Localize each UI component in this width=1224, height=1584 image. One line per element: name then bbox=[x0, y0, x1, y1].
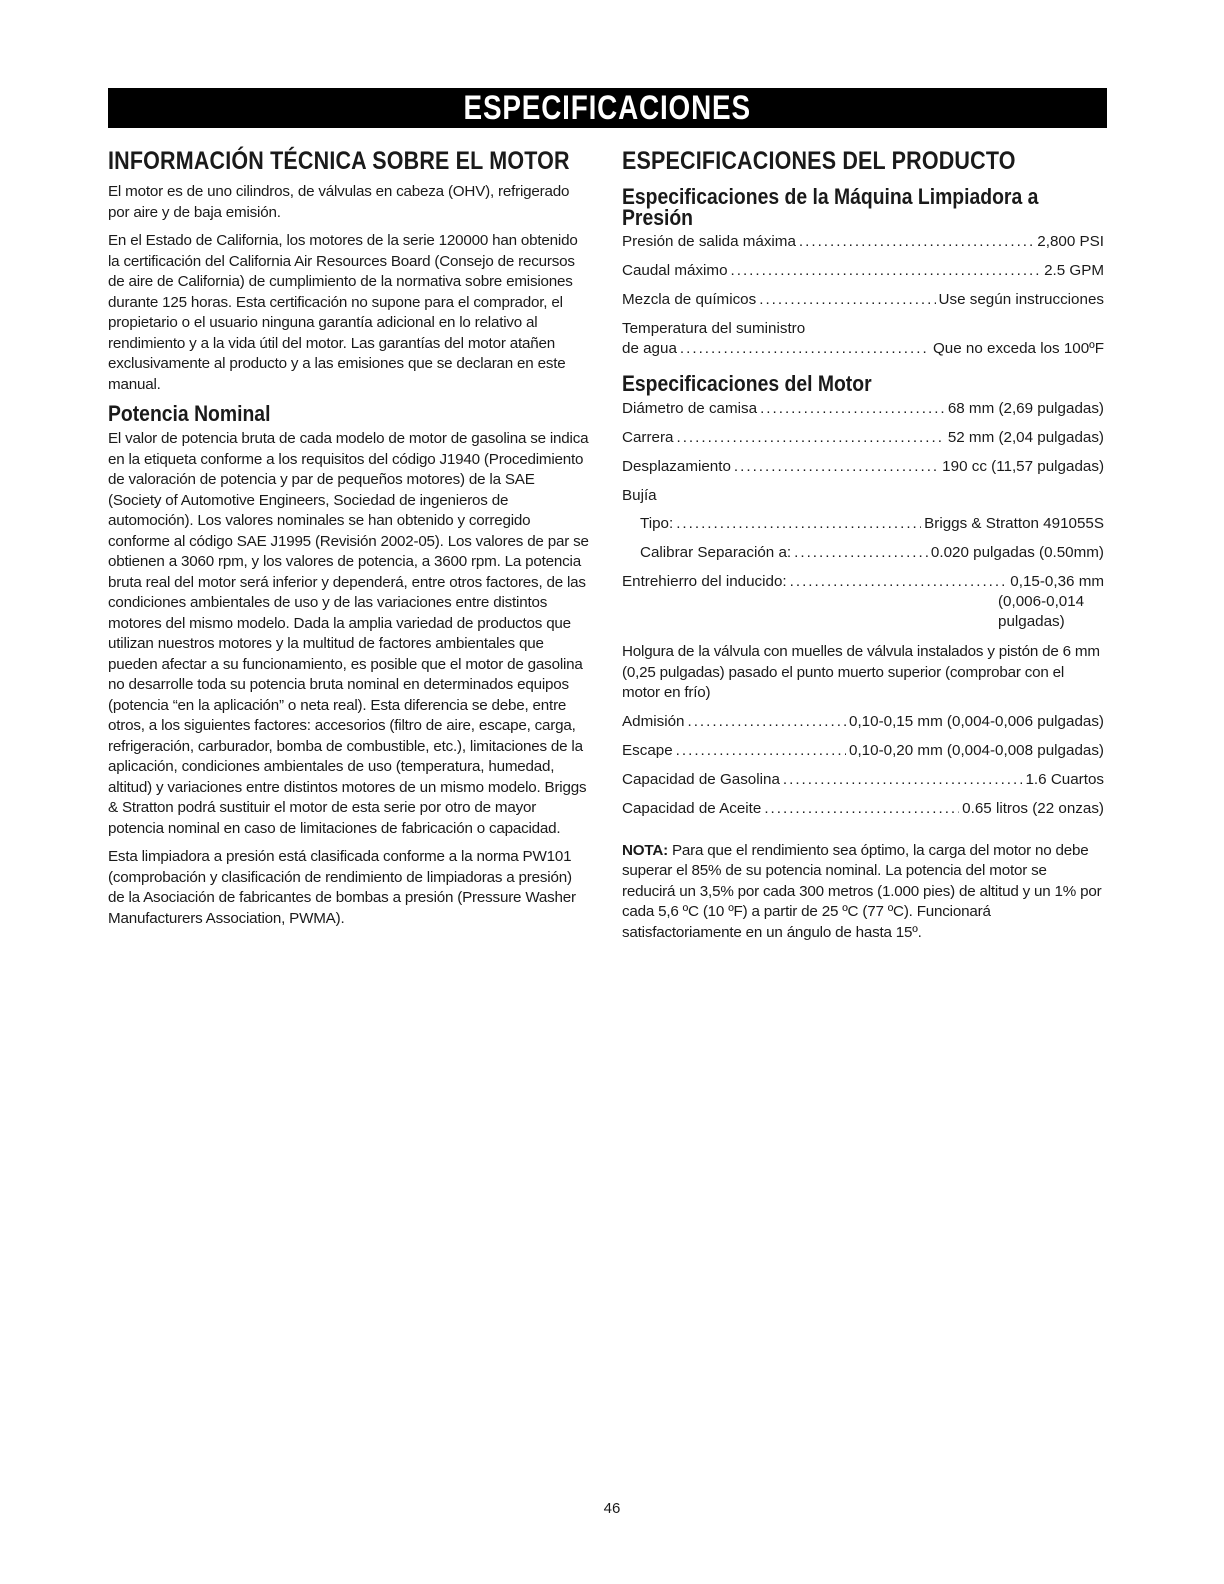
entrehierro-value-line3: pulgadas) bbox=[998, 613, 1065, 630]
spec-value: 2,800 PSI bbox=[1037, 233, 1104, 250]
spec-row-entrehierro bbox=[622, 572, 1104, 592]
leader-dots bbox=[794, 543, 928, 563]
motor-specs-heading: Especificaciones del Motor bbox=[622, 371, 872, 396]
motor-spec-row bbox=[622, 399, 1104, 419]
spec-label: Admisión bbox=[622, 712, 685, 730]
leader-dots bbox=[760, 399, 945, 419]
page-banner bbox=[108, 88, 1107, 128]
leader-dots bbox=[790, 572, 1008, 592]
spec-label: de agua bbox=[622, 340, 677, 357]
leader-dots bbox=[734, 457, 939, 477]
spec-value: 68 mm (2,69 pulgadas) bbox=[947, 400, 1104, 417]
bujia-spec-list bbox=[622, 514, 1104, 563]
bujia-spec-row bbox=[640, 543, 1104, 563]
machine-spec-row bbox=[622, 232, 1104, 252]
machine-spec-row bbox=[622, 261, 1104, 281]
spec-label: Calibrar Separación a: bbox=[640, 544, 792, 561]
engine-info-heading: INFORMACIÓN TÉCNICA SOBRE EL MOTOR bbox=[108, 147, 570, 175]
product-specs-heading: ESPECIFICACIONES DEL PRODUCTO bbox=[622, 147, 1016, 175]
spec-label: Entrehierro del inducido: bbox=[622, 573, 787, 590]
spec-row-temperatura bbox=[622, 339, 1104, 359]
left-column bbox=[108, 140, 590, 937]
leader-dots bbox=[783, 770, 1023, 790]
leader-dots bbox=[759, 290, 935, 310]
machine-spec-list bbox=[622, 232, 1104, 310]
banner-title: ESPECIFICACIONES bbox=[463, 89, 752, 127]
spec-value: 0,15-0,36 mm bbox=[1010, 573, 1104, 590]
spec-label: Presión de salida máxima bbox=[622, 233, 796, 250]
pwma-paragraph: Esta limpiadora a presión está clasificada conforme a la norma PW101 (comprobación y clasificación de rendimiento de limpiadoras a presión) de la Asociación de fabricantes de bombas a presión (Pressure Washer Manufacturers Association, PWMA). bbox=[108, 848, 576, 927]
machine-specs-heading: Especificaciones de la Máquina Limpiadora a Presión bbox=[622, 184, 1039, 230]
entrehierro-value-cont bbox=[622, 592, 1104, 632]
spec-value: 2.5 GPM bbox=[1044, 262, 1104, 279]
spec-label: Diámetro de camisa bbox=[622, 400, 758, 417]
leader-dots bbox=[676, 741, 846, 761]
machine-spec-row bbox=[622, 290, 1104, 310]
spec-label: Carrera bbox=[622, 429, 674, 446]
spec-label: Caudal máximo bbox=[622, 262, 728, 279]
california-paragraph: En el Estado de California, los motores de la serie 120000 han obtenido la certificación del California Air Resources Board (Consejo de recursos de aire de California) de cumplimiento de la normativa sobre emisiones durante 125 horas. Esta certificación no supone para el comprador, el propietario o el usuario ninguna garantía adicional en lo relativo al rendimiento y a la vida útil del motor. Las garantías del motor atañen exclusivamente al producto y a las emisiones que se declaran en este manual. bbox=[108, 232, 578, 393]
spec-value: 52 mm (2,04 pulgadas) bbox=[947, 429, 1104, 446]
right-column bbox=[622, 140, 1104, 951]
nota-paragraph bbox=[622, 841, 1104, 944]
spec-value: Use según instrucciones bbox=[938, 291, 1104, 308]
leader-dots bbox=[731, 261, 1042, 281]
leader-dots bbox=[764, 799, 959, 819]
motor-spec-list bbox=[622, 399, 1104, 477]
spec-label: Mezcla de químicos bbox=[622, 291, 757, 308]
spec-value: 0.020 pulgadas (0.50mm) bbox=[930, 544, 1104, 561]
spec-label: Capacidad de Aceite bbox=[622, 799, 762, 817]
spec-value: Que no exceda los 100ºF bbox=[932, 340, 1104, 357]
page-number: 46 bbox=[603, 1500, 621, 1517]
temp-label-line: Temperatura del suministro bbox=[622, 320, 806, 337]
leader-dots bbox=[676, 514, 921, 534]
spec-label: Desplazamiento bbox=[622, 458, 731, 475]
potencia-paragraph: El valor de potencia bruta de cada modelo de motor de gasolina se indica en la etiqueta conforme a los requisitos del código J1940 (Procedimiento de valoración de potencia y par de pequeños motores) de la SAE (Society of Automotive Engineers, Sociedad de ingenieros de automoción). Los valores nominales se han obtenido y corregido conforme al código SAE J1995 (Revisión 2002-05). Los valores de par se obtienen a 3060 rpm, y los valores de potencia, a 3600 rpm. La potencia bruta real del motor será inferior y dependerá, entre otros factores, de las condiciones ambientales de uso y de las variaciones entre distintos motores del mismo modelo. Dada la amplia variedad de productos que utilizan nuestros motores y la multitud de factores ambientales que pueden afectar a su funcionamiento, es posible que el motor de gasolina no desarrolle toda su potencia bruta nominal en determinados equipos (potencia “en la aplicación” o neta real). Esta diferencia se debe, entre otros, a los siguientes factores: accesorios (filtro de aire, escape, carga, refrigeración, carburador, bomba de combustible, etc.), limitaciones de la aplicación, condiciones ambientales de uso (temperatura, humedad, altitud) y variaciones entre distintos motores de un mismo modelo. Briggs & Stratton podrá sustituir el motor de esta serie por otro de mayor potencia nominal en caso de limitaciones de fabricación o capacidad. bbox=[108, 430, 589, 837]
spec-label: Tipo: bbox=[640, 515, 674, 532]
spec-label: Capacidad de Gasolina bbox=[622, 770, 780, 788]
leader-dots bbox=[799, 232, 1034, 252]
potencia-nominal-heading: Potencia Nominal bbox=[108, 401, 271, 426]
spec-value: Briggs & Stratton 491055S bbox=[924, 515, 1104, 532]
valve-spec-row bbox=[622, 741, 1104, 761]
spec-value: 1.6 Cuartos bbox=[1025, 770, 1104, 788]
valve-spec-row bbox=[622, 799, 1104, 819]
bujia-spec-row bbox=[640, 514, 1104, 534]
valve-spec-row bbox=[622, 712, 1104, 732]
leader-dots bbox=[680, 339, 930, 359]
nota-text: Para que el rendimiento sea óptimo, la carga del motor no debe superar el 85% de su potencia nominal. La potencia del motor se reducirá un 3,5% por cada 300 metros (1.000 pies) de altitud y un 1% por cada 5,6 ºC (10 ºF) a partir de 25 ºC (77 ºC). Funcionará satisfactoriamente en un ángulo de hasta 15º. bbox=[622, 841, 1102, 941]
leader-dots bbox=[676, 428, 944, 448]
engine-intro-paragraph: El motor es de uno cilindros, de válvulas en cabeza (OHV), refrigerado por aire y de baja emisión. bbox=[108, 183, 570, 221]
leader-dots bbox=[687, 712, 846, 732]
nota-label: NOTA: bbox=[622, 841, 668, 859]
bujia-label: Bujía bbox=[622, 487, 657, 504]
spec-value: 0.65 litros (22 onzas) bbox=[962, 799, 1104, 817]
spec-value: 0,10-0,15 mm (0,004-0,006 pulgadas) bbox=[849, 712, 1104, 730]
entrehierro-value-line2: (0,006-0,014 bbox=[998, 593, 1085, 610]
valve-spec-row bbox=[622, 770, 1104, 790]
spec-value: 0,10-0,20 mm (0,004-0,008 pulgadas) bbox=[849, 741, 1104, 759]
motor-spec-row bbox=[622, 428, 1104, 448]
holgura-paragraph: Holgura de la válvula con muelles de válvula instalados y pistón de 6 mm (0,25 pulgadas) pasado el punto muerto superior (comprobar con el motor en frío) bbox=[622, 643, 1100, 701]
motor-spec-row bbox=[622, 457, 1104, 477]
valve-spec-list bbox=[622, 712, 1104, 819]
spec-value: 190 cc (11,57 pulgadas) bbox=[942, 458, 1104, 475]
spec-label: Escape bbox=[622, 741, 673, 759]
